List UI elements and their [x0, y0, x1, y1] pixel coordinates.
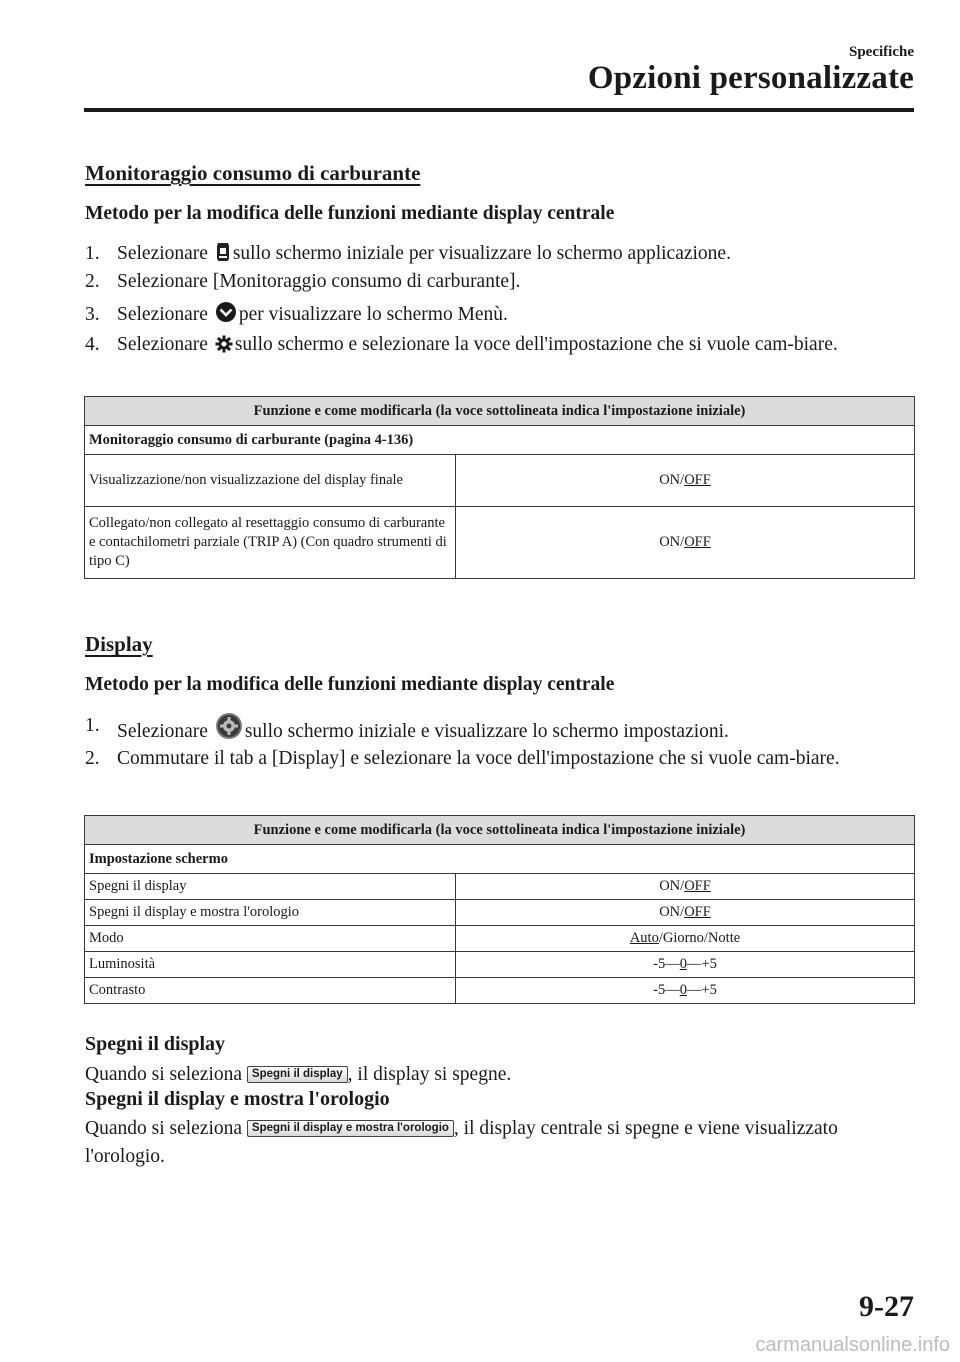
header-rule	[84, 108, 914, 112]
setting-value: ON/OFF	[456, 900, 915, 926]
display-settings-table	[84, 815, 915, 1004]
table-row	[85, 455, 915, 507]
note-1-title: Spegni il display	[85, 1033, 226, 1055]
table-row	[85, 900, 915, 926]
table-header: Funzione e come modificarla (la voce sottolineata indica l'impostazione iniziale)	[85, 816, 915, 845]
display-section-title: Display	[85, 632, 153, 656]
watermark: carmanualsonline.info	[755, 1334, 950, 1356]
setting-label: Collegato/non collegato al resettaggio consumo di carburante e contachilometri parziale (TRIP A) (Con quadro strumenti di tipo C)	[85, 507, 456, 579]
setting-label: Modo	[85, 926, 456, 952]
setting-label: Spegni il display e mostra l'orologio	[85, 900, 456, 926]
settings-icon	[215, 712, 243, 749]
table-row	[85, 926, 915, 952]
setting-label: Visualizzazione/non visualizzazione del display finale	[85, 455, 456, 507]
section-label: Specifiche	[849, 44, 914, 60]
setting-value: -5—0—+5	[456, 952, 915, 978]
fuel-settings-table	[84, 396, 915, 579]
page-number: 9-27	[859, 1290, 914, 1323]
setting-value: ON/OFF	[456, 874, 915, 900]
note-1-text: Quando si seleziona Spegni il display , il display si spegne.	[85, 1064, 512, 1085]
setting-label: Luminosità	[85, 952, 456, 978]
setting-label: Contrasto	[85, 978, 456, 1004]
spegni-display-orologio-button: Spegni il display e mostra l'orologio	[247, 1120, 454, 1137]
display-method-heading: Metodo per la modifica delle funzioni mediante display centrale	[85, 674, 615, 695]
note-2-text: Quando si seleziona Spegni il display e mostra l'orologio , il display centrale si spegne e viene visualizzato l'orologio.	[85, 1118, 838, 1167]
spegni-display-button: Spegni il display	[247, 1066, 348, 1083]
fuel-step-4: 4. Selezionare sullo schermo e selezionare la voce dell'impostazione che si vuole cam-biare.	[85, 331, 915, 362]
display-step-2: 2. Commutare il tab a [Display] e selezionare la voce dell'impostazione che si vuole cam-biare.	[85, 748, 840, 769]
setting-value: Auto/Giorno/Notte	[456, 926, 915, 952]
setting-value: ON/OFF	[456, 455, 915, 507]
chevron-menu-icon	[215, 301, 237, 332]
gear-icon	[215, 334, 233, 362]
table-row	[85, 507, 915, 579]
table-row	[85, 874, 915, 900]
fuel-section-title: Monitoraggio consumo di carburante	[85, 161, 421, 185]
fuel-step-3: 3. Selezionare per visualizzare lo schermo Menù.	[85, 301, 915, 332]
fuel-step-1: 1. Selezionare sullo schermo iniziale per visualizzare lo schermo applicazione.	[85, 240, 915, 271]
note-2-title: Spegni il display e mostra l'orologio	[85, 1088, 390, 1110]
display-step-1: 1. Selezionare sullo schermo iniziale e visualizzare lo schermo impostazioni.	[85, 712, 915, 749]
chapter-title: Opzioni personalizzate	[587, 60, 914, 96]
setting-label: Spegni il display	[85, 874, 456, 900]
table-group-row: Monitoraggio consumo di carburante (pagina 4-136)	[85, 426, 915, 455]
fuel-step-2: 2. Selezionare [Monitoraggio consumo di carburante].	[85, 271, 521, 292]
table-row	[85, 952, 915, 978]
apps-icon	[215, 242, 231, 271]
setting-value: ON/OFF	[456, 507, 915, 579]
fuel-method-heading: Metodo per la modifica delle funzioni mediante display centrale	[85, 203, 615, 224]
setting-value: -5—0—+5	[456, 978, 915, 1004]
table-header: Funzione e come modificarla (la voce sottolineata indica l'impostazione iniziale)	[85, 397, 915, 426]
table-row	[85, 978, 915, 1004]
table-group-row: Impostazione schermo	[85, 845, 915, 874]
